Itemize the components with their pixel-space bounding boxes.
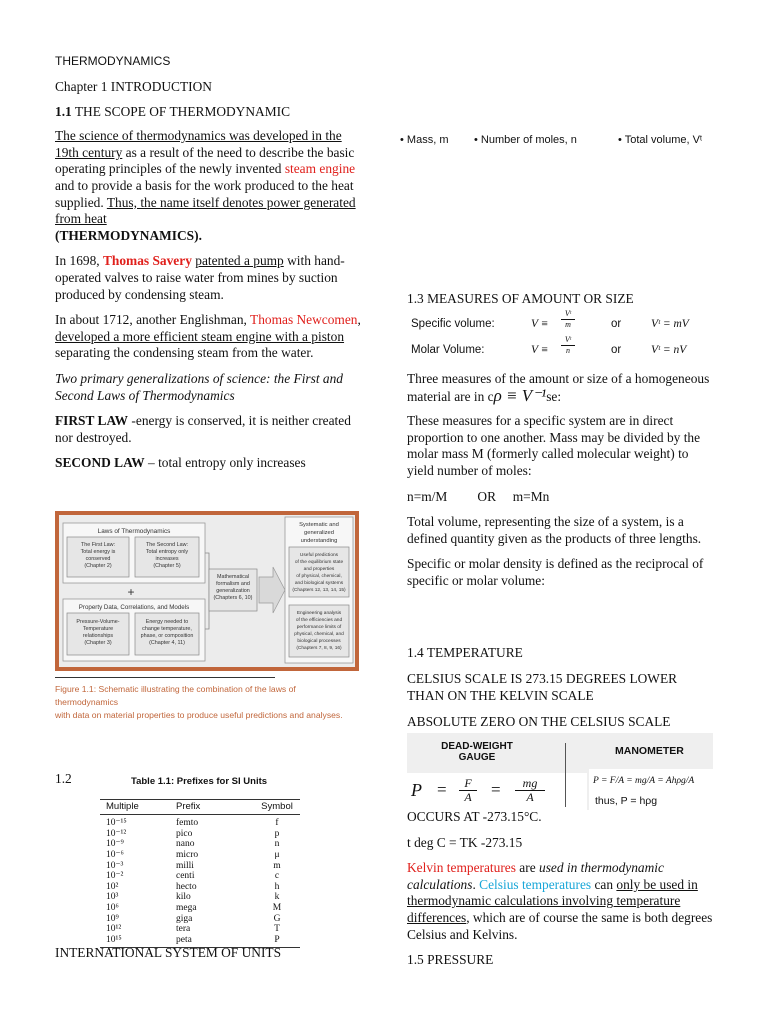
laws-title: Laws of Thermodynamics — [97, 528, 171, 535]
table-row — [100, 924, 300, 935]
symbol-cell: μ — [274, 849, 280, 860]
svg-text:Useful predictions: Useful predictions — [299, 553, 339, 558]
section-heading-1-3: 1.3 MEASURES OF AMOUNT OR SIZE — [407, 291, 634, 306]
multiple-cell: 10¹² — [106, 924, 122, 935]
svg-text:generalized: generalized — [304, 530, 334, 536]
moles-formula: n=m/M OR m=Mn — [407, 488, 550, 504]
prefix-cell: mega — [176, 902, 197, 913]
table-row — [100, 914, 300, 925]
svg-text:(Chapter 2): (Chapter 2) — [84, 563, 112, 569]
paragraph-density: Specific or molar density is defined as the reciprocal of specific or molar volume: — [407, 556, 704, 588]
gauge-divider — [565, 743, 566, 807]
paragraph-generalizations: Two primary generalizations of science: the First and Second Laws of Thermodynamics — [55, 370, 343, 403]
svg-text:Total energy is: Total energy is — [80, 549, 116, 555]
section-heading-1-5: 1.5 PRESSURE — [407, 952, 494, 968]
dead-weight-title: DEAD-WEIGHT GAUGE — [441, 741, 513, 763]
chapter-title: Chapter 1 INTRODUCTION — [55, 79, 212, 94]
multiple-cell: 10¹⁵ — [100, 935, 170, 948]
svg-text:understanding: understanding — [300, 538, 338, 544]
specific-volume-fraction: Vᵗ m — [561, 309, 575, 330]
col-symbol: Symbol — [254, 799, 300, 815]
symbol-cell: p — [274, 828, 280, 839]
prefix-cell: pico — [176, 828, 193, 839]
table-row — [100, 871, 300, 882]
document-header: THERMODYNAMICS — [55, 54, 171, 68]
symbol-cell: f — [275, 818, 279, 829]
table-row — [100, 829, 300, 840]
first-law: FIRST LAW -energy is conserved, it is neither created nor destroyed. — [55, 413, 351, 445]
specific-volume-lhs: V ≡ — [531, 318, 549, 330]
absolute-zero-value: OCCURS AT -273.15°C. — [407, 809, 542, 824]
symbol-cell: T — [274, 924, 280, 935]
multiple-cell: 10⁻¹² — [106, 828, 127, 839]
svg-text:change temperature,: change temperature, — [142, 626, 192, 632]
svg-text:Temperature: Temperature — [82, 626, 114, 632]
symbol-cell: P — [254, 935, 300, 948]
paragraph-kelvin-celsius: Kelvin temperatures are used in thermodynamic calculations. Celsius temperatures can only be used in thermodynamic calculations involving temperature differences, which are of course the same is both degrees Celsius and Kelvins. — [407, 860, 713, 942]
svg-text:(Chapters 6, 10): (Chapters 6, 10) — [213, 595, 253, 601]
prefix-cell: hecto — [176, 881, 197, 892]
prefix-cell: kilo — [176, 892, 191, 903]
svg-text:(Chapter 5): (Chapter 5) — [153, 563, 181, 569]
molar-volume-lhs: V ≡ — [531, 344, 549, 356]
manometer-title: MANOMETER — [615, 745, 684, 757]
multiple-cell: 10³ — [106, 892, 119, 903]
svg-text:of physical, chemical,: of physical, chemical, — [296, 574, 342, 579]
prefix-cell: peta — [170, 935, 254, 948]
svg-text:physical, chemical, and: physical, chemical, and — [294, 632, 344, 637]
svg-text:of the efficiencies and: of the efficiencies and — [295, 618, 343, 623]
table-row — [100, 903, 300, 914]
dead-weight-formula: P = F A = mg A — [407, 773, 587, 810]
svg-text:performance limits of: performance limits of — [296, 625, 342, 630]
bullet-volume: • Total volume, Vᵗ — [618, 134, 703, 146]
plus-sign: + — [127, 585, 135, 599]
svg-text:and biological systems: and biological systems — [294, 581, 344, 586]
table-row — [100, 815, 300, 829]
multiple-cell: 10⁻³ — [106, 860, 124, 871]
multiple-cell: 10⁶ — [106, 902, 119, 913]
molar-volume-fraction: Vᵗ n — [561, 335, 575, 356]
paragraph-proportion: These measures for a specific system are in direct proportion to one another. Mass may be divided by the molar mass M (formerly called molecular weight) to yield number of moles: — [407, 413, 701, 478]
symbol-cell: M — [272, 902, 282, 913]
specific-volume-label: Specific volume: — [411, 318, 495, 330]
svg-text:and properties: and properties — [303, 567, 335, 572]
prefix-cell: milli — [176, 860, 194, 871]
prefix-table-title: Table 1.1: Prefixes for SI Units — [131, 776, 268, 787]
absolute-zero-statement: ABSOLUTE ZERO ON THE CELSIUS SCALE — [407, 714, 671, 729]
multiple-cell: 10⁻¹⁵ — [106, 818, 127, 829]
svg-text:The First Law:: The First Law: — [80, 542, 116, 548]
volume-definitions — [407, 310, 717, 362]
right-column-text — [407, 371, 715, 590]
prefix-cell: centi — [176, 871, 195, 882]
svg-text:biological processes: biological processes — [297, 639, 341, 644]
molar-volume-label: Molar Volume: — [411, 344, 485, 356]
paragraph-total-volume: Total volume, representing the size of a system, is a defined quantity given as the products of three lengths. — [407, 514, 702, 546]
section-heading-1-1: 1.1 THE SCOPE OF THERMODYNAMIC — [55, 103, 290, 119]
symbol-cell: G — [273, 913, 281, 924]
molar-volume-or: or — [611, 344, 622, 356]
multiple-cell: 10² — [106, 881, 119, 892]
svg-text:(Chapter 4, 11): (Chapter 4, 11) — [149, 640, 185, 646]
symbol-cell: c — [274, 871, 280, 882]
paragraph-newcomen: In about 1712, another Englishman, Thomas Newcomen, developed a more efficient steam engine with a piston separating the condensing steam from the water. — [55, 312, 361, 361]
celsius-statement: CELSIUS SCALE IS 273.15 DEGREES LOWER THAN ON THE KELVIN SCALE — [407, 671, 678, 703]
svg-text:Mathematical: Mathematical — [216, 574, 250, 580]
figure-caption: Figure 1.1: Schematic illustrating the combination of the laws of thermodynamics with data on material properties to produce useful predictions and analyses. — [55, 684, 343, 720]
laws-schematic — [55, 511, 359, 671]
col-prefix: Prefix — [170, 799, 254, 815]
symbol-cell: m — [273, 860, 281, 871]
property-title: Property Data, Correlations, and Models — [78, 604, 190, 611]
col-multiple: Multiple — [100, 799, 170, 815]
prefix-cell: femto — [176, 818, 199, 829]
svg-text:formalism and: formalism and — [216, 581, 250, 587]
svg-text:phase, or composition: phase, or composition — [140, 633, 194, 639]
prefix-cell: giga — [176, 913, 193, 924]
amount-bullets — [400, 132, 720, 154]
symbol-cell: h — [274, 881, 280, 892]
svg-text:increases: increases — [155, 556, 179, 562]
svg-text:relationships: relationships — [82, 633, 114, 639]
multiple-cell: 10⁹ — [106, 913, 119, 924]
left-column — [55, 79, 365, 472]
svg-text:Engineering analysis: Engineering analysis — [296, 611, 342, 616]
prefix-cell: nano — [176, 839, 195, 850]
section-heading-1-4: 1.4 TEMPERATURE — [407, 645, 523, 660]
svg-text:Energy needed to: Energy needed to — [145, 619, 189, 625]
symbol-cell: n — [274, 839, 280, 850]
prefix-table — [100, 799, 300, 949]
paragraph-history: The science of thermodynamics was developed in the 19th century as a result of the need to describe the basic operating principles of the newly invented steam engine and to provide a basis for the work produced to the heat supplied. Thus, the name itself denotes power generated from heat (THERMODYNAMICS). — [55, 128, 356, 243]
specific-volume-rhs: Vᵗ = mV — [651, 318, 689, 330]
svg-text:Total entropy only: Total entropy only — [145, 549, 189, 555]
intl-system-heading: INTERNATIONAL SYSTEM OF UNITS — [55, 945, 282, 960]
svg-text:(Chapters 12, 13, 14, 15): (Chapters 12, 13, 14, 15) — [292, 588, 346, 593]
section-heading-1-2: 1.2 — [55, 771, 72, 786]
table-row — [100, 861, 300, 872]
svg-text:The Second Law:: The Second Law: — [146, 542, 188, 548]
svg-text:(Chapter 3): (Chapter 3) — [84, 640, 112, 646]
table-row — [100, 839, 300, 850]
bullet-moles: • Number of moles, n — [474, 134, 577, 146]
paragraph-three-measures: Three measures of the amount or size of a homogeneous material are in cρ ≡ V⁻¹se: — [407, 371, 710, 405]
pressure-gauge-formulas — [407, 733, 713, 810]
symbol-cell: k — [274, 892, 280, 903]
bullet-mass: • Mass, m — [400, 134, 449, 146]
svg-text:(Chapters 7, 8, 9, 16): (Chapters 7, 8, 9, 16) — [296, 646, 342, 651]
table-row — [100, 882, 300, 893]
caption-rule — [55, 677, 275, 678]
specific-volume-or: or — [611, 318, 622, 330]
svg-text:of the equilibrium state: of the equilibrium state — [294, 560, 344, 565]
temperature-text — [407, 809, 715, 969]
svg-text:Pressure-Volume-: Pressure-Volume- — [76, 619, 120, 625]
second-law: SECOND LAW – total entropy only increases — [55, 455, 306, 471]
multiple-cell: 10⁻⁶ — [106, 849, 124, 860]
manometer-formula: P = F/A = mg/A = Ahρg/A thus, P = hρg — [589, 769, 713, 810]
svg-text:generalization: generalization — [216, 588, 250, 594]
multiple-cell: 10⁻² — [106, 871, 124, 882]
prefix-cell: tera — [176, 924, 191, 935]
paragraph-savery: In 1698, Thomas Savery patented a pump with hand-operated valves to raise water from mines by suction produced by condensing steam. — [55, 253, 345, 302]
table-row — [100, 850, 300, 861]
prefix-table-block — [100, 774, 300, 948]
prefix-cell: micro — [176, 849, 199, 860]
multiple-cell: 10⁻⁹ — [106, 839, 124, 850]
table-row — [100, 892, 300, 903]
molar-volume-rhs: Vᵗ = nV — [651, 344, 687, 356]
svg-text:Systematic and: Systematic and — [299, 522, 339, 528]
celsius-conversion: t deg C = TK -273.15 — [407, 834, 523, 850]
figure-1-1 — [55, 511, 359, 720]
svg-text:conserved: conserved — [85, 556, 111, 562]
